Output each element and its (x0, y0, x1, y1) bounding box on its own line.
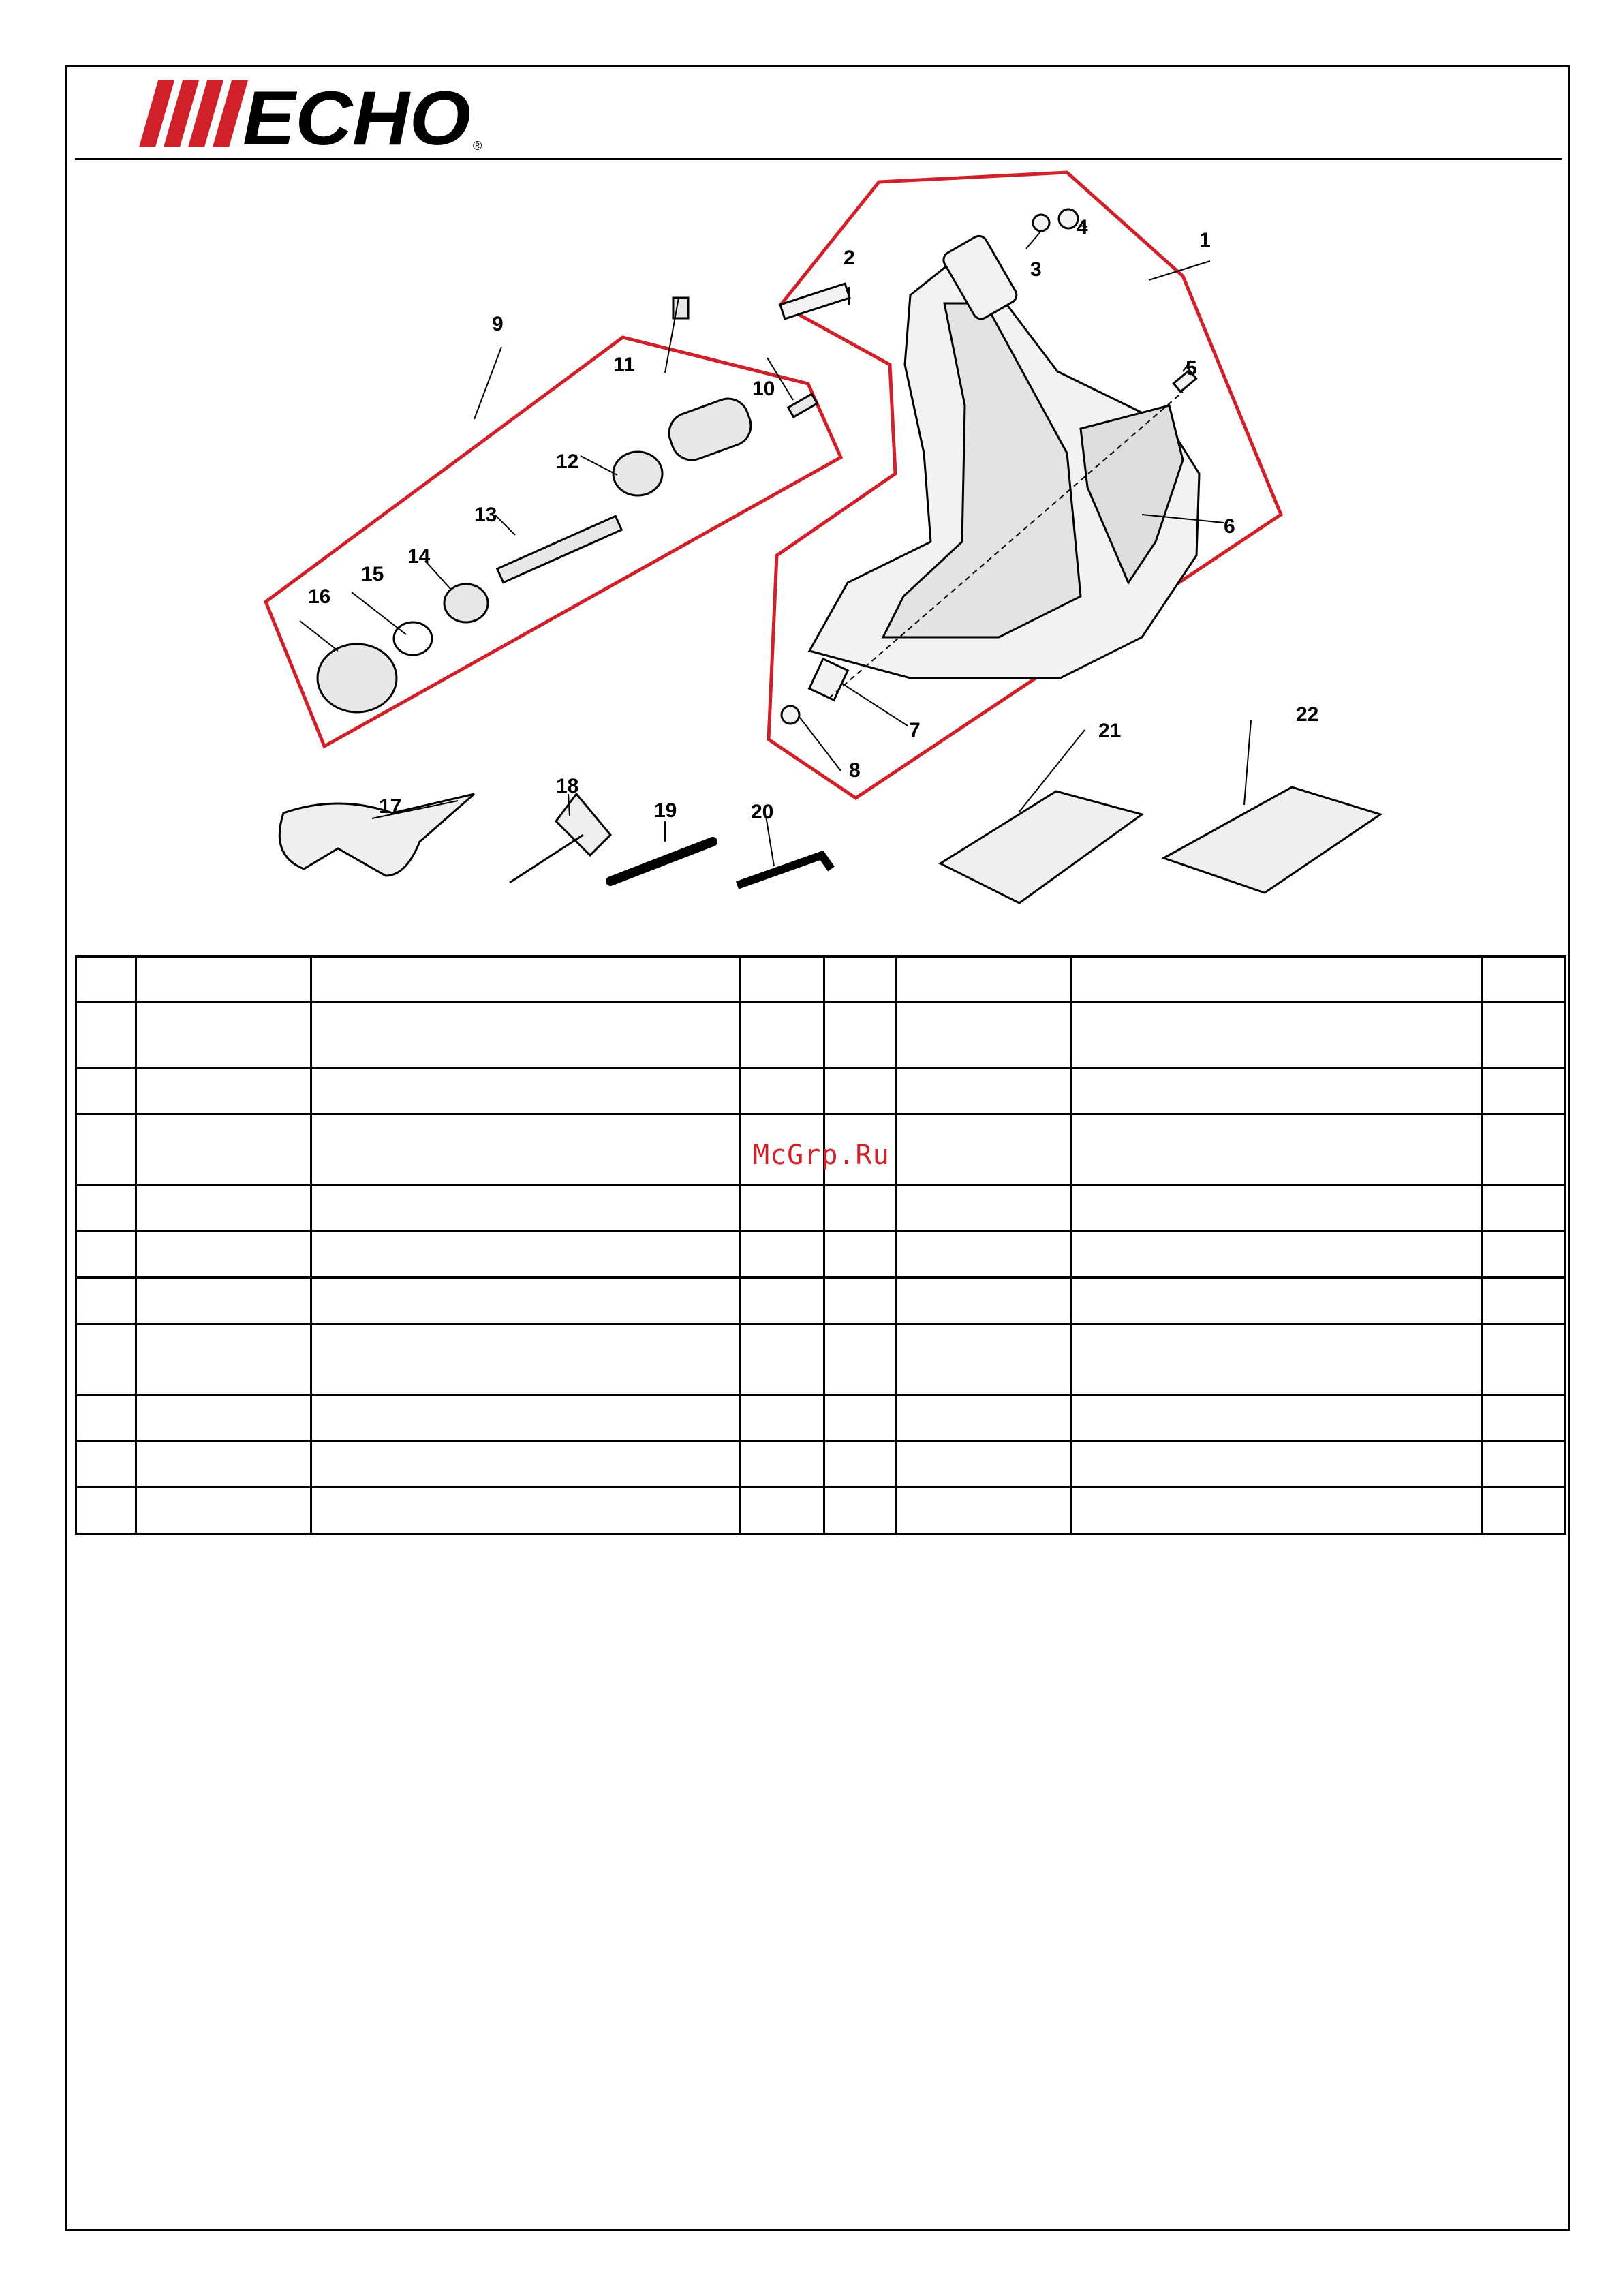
nut-part (782, 706, 799, 724)
logo-registered-mark: ® (473, 139, 482, 153)
callout-6: 6 (1224, 515, 1235, 538)
table-row (76, 1002, 1566, 1068)
callout-3: 3 (1030, 258, 1042, 281)
gear-case-part (664, 393, 757, 466)
callout-14: 14 (407, 545, 431, 568)
callout-11: 11 (613, 354, 635, 376)
callout-12: 12 (556, 450, 579, 473)
exploded-parts-diagram (65, 160, 1570, 944)
callout-13: 13 (474, 504, 497, 526)
table-header-row (76, 957, 1566, 1002)
table-row (76, 1324, 1566, 1395)
callout-9: 9 (492, 313, 504, 335)
snap-ring-part (394, 622, 432, 655)
bearing-large-part (613, 452, 662, 495)
table-row (76, 1278, 1566, 1324)
callout-2: 2 (844, 247, 855, 269)
callout-10: 10 (752, 378, 775, 400)
bearing-small-part (444, 584, 488, 622)
callout-16: 16 (308, 585, 331, 608)
parts-list-table (75, 955, 1566, 1535)
logo-text: ECHO (243, 76, 471, 154)
table-row (76, 1185, 1566, 1231)
gear-case-parts (318, 298, 817, 712)
logo-stripes-icon (139, 80, 248, 147)
callout-17: 17 (379, 795, 402, 818)
callout-18: 18 (556, 775, 579, 797)
table-row (76, 1068, 1566, 1114)
shaft-part (497, 516, 622, 582)
watermark-text: McGrp.Ru (753, 1139, 890, 1171)
callout-8: 8 (849, 759, 861, 782)
instruction-sheet-part (940, 791, 1142, 903)
case-screw-part (788, 394, 818, 417)
rod-part (610, 842, 713, 881)
table-row (76, 1231, 1566, 1278)
box-wrench-part (510, 794, 610, 883)
callout-15: 15 (361, 563, 384, 585)
table-row (76, 1395, 1566, 1441)
callout-20: 20 (751, 801, 774, 823)
bolt-part (780, 284, 850, 319)
callout-22: 22 (1296, 703, 1319, 726)
table-row (76, 1441, 1566, 1488)
clamp-plate-part (809, 659, 848, 700)
wing-nut-part (1059, 209, 1078, 228)
callout-7: 7 (909, 719, 921, 741)
echo-logo (135, 74, 489, 154)
hex-wrench-part (737, 855, 831, 885)
spindle-holder-part (318, 644, 397, 712)
callout-5: 5 (1186, 357, 1197, 380)
callout-21: 21 (1098, 720, 1122, 742)
washer-part (1033, 215, 1049, 231)
table-row (76, 1488, 1566, 1534)
label-sheet-part (1164, 787, 1380, 893)
callout-1: 1 (1199, 229, 1211, 251)
accessory-parts (279, 787, 1380, 903)
callout-19: 19 (654, 799, 677, 822)
callout-4: 4 (1077, 216, 1088, 239)
goggles-part (279, 794, 474, 876)
guard-parts (780, 209, 1199, 724)
